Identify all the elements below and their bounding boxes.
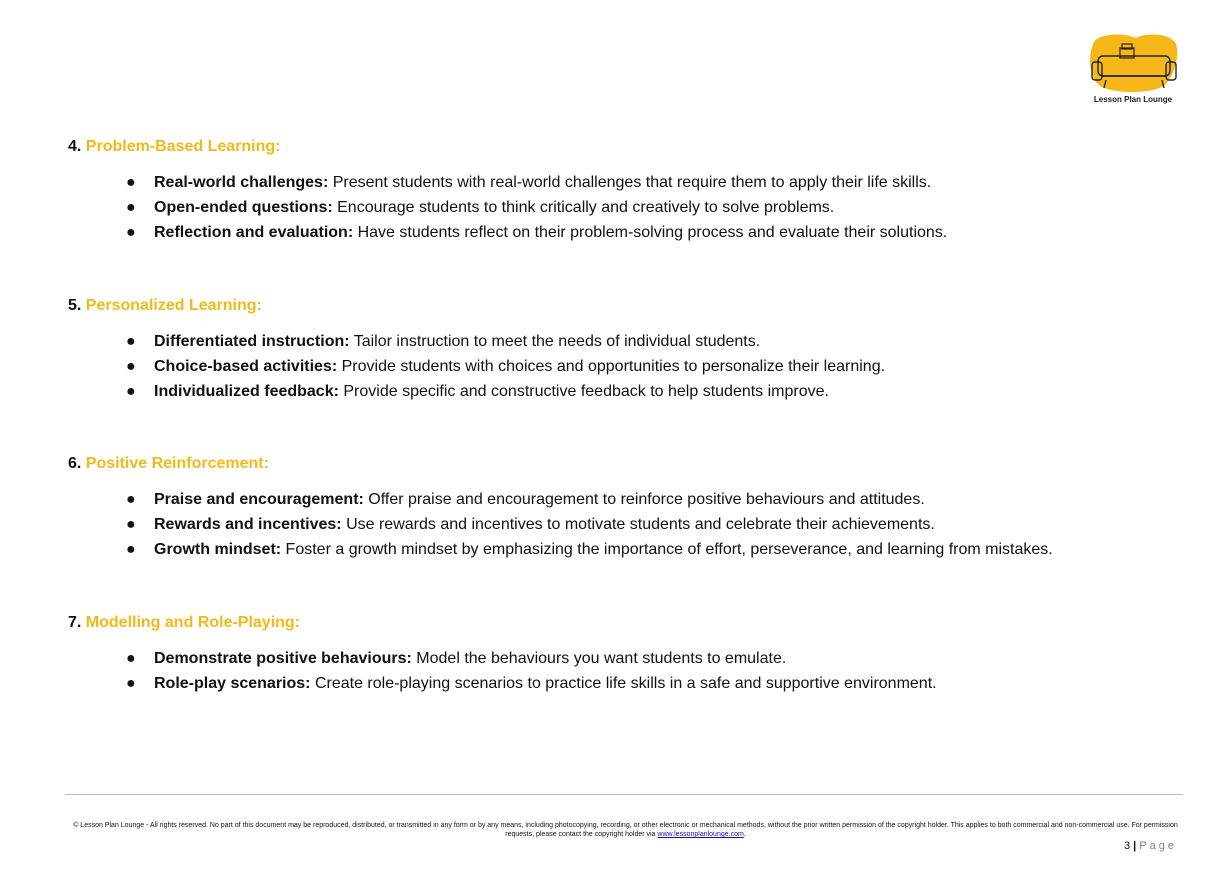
list-item: [68, 513, 1198, 538]
list-item: [68, 647, 1198, 672]
bullet-list: [68, 647, 1198, 697]
item-text: Encourage students to think critically and creatively to solve problems.: [332, 198, 835, 216]
bullet-icon: ●: [126, 357, 136, 375]
item-term: Choice-based activities:: [154, 357, 338, 375]
section-modelling-role-playing: [68, 613, 1198, 697]
bullet-icon: ●: [126, 650, 136, 667]
page-separator: |: [1133, 840, 1137, 852]
item-term: Rewards and incentives:: [154, 515, 342, 533]
website-link[interactable]: www.lessonplanlounge.com: [657, 831, 744, 838]
item-text: Foster a growth mindset by emphasizing the importance of effort, perseverance, and learning from mistakes.: [281, 540, 1053, 558]
section-number: 7.: [68, 614, 82, 631]
item-text: Present students with real-world challenges that require them to apply their life skills.: [328, 174, 932, 191]
section-number: 4.: [68, 138, 82, 155]
list-item: [68, 330, 1198, 355]
section-title: Problem-Based Learning:: [85, 138, 281, 155]
list-item: [68, 538, 1198, 563]
item-text: Have students reflect on their problem-solving process and evaluate their solutions.: [353, 223, 948, 241]
item-term: Open-ended questions:: [154, 198, 333, 216]
copyright-suffix: .: [743, 831, 746, 838]
item-text: Provide specific and constructive feedback to help students improve.: [338, 382, 829, 400]
item-term: Reflection and evaluation:: [154, 223, 354, 241]
list-item: [68, 380, 1198, 405]
section-personalized-learning: [68, 296, 1198, 404]
bullet-icon: ●: [126, 382, 136, 400]
bullet-icon: ●: [126, 540, 136, 558]
section-title: Positive Reinforcement:: [85, 455, 269, 472]
bullet-list: [68, 171, 1198, 245]
item-text: Tailor instruction to meet the needs of individual students.: [349, 333, 761, 350]
bullet-icon: ●: [126, 333, 136, 350]
page-word: Page: [1139, 840, 1177, 852]
bullet-list: [68, 330, 1198, 404]
list-item: [68, 488, 1198, 513]
section-number: 5.: [68, 297, 82, 314]
footer-divider: [65, 794, 1183, 795]
item-term: Growth mindset:: [154, 540, 282, 558]
list-item: [68, 171, 1198, 196]
section-heading: [68, 613, 1198, 633]
page-number-value: 3: [1123, 840, 1131, 852]
item-term: Demonstrate positive behaviours:: [154, 650, 412, 667]
item-text: Use rewards and incentives to motivate students and celebrate their achievements.: [341, 515, 935, 533]
bullet-list: [68, 488, 1198, 562]
list-item: [68, 672, 1198, 697]
section-heading: [68, 137, 1198, 157]
page-number: [1124, 840, 1177, 852]
item-text: Model the behaviours you want students to emulate.: [411, 650, 787, 667]
footer-copyright: [68, 821, 1183, 839]
item-term: Real-world challenges:: [154, 174, 329, 191]
bullet-icon: ●: [126, 223, 136, 241]
section-number: 6.: [68, 455, 82, 472]
list-item: [68, 196, 1198, 221]
item-text: Offer praise and encouragement to reinforce positive behaviours and attitudes.: [363, 491, 925, 508]
bullet-icon: ●: [126, 674, 136, 692]
bullet-icon: ●: [126, 491, 136, 508]
list-item: [68, 355, 1198, 380]
section-title: Personalized Learning:: [85, 297, 262, 314]
logo-label: Lesson Plan Lounge: [1093, 95, 1173, 104]
item-term: Role-play scenarios:: [154, 674, 311, 692]
item-term: Differentiated instruction:: [154, 333, 350, 350]
bullet-icon: ●: [126, 174, 136, 191]
copyright-text: © Lesson Plan Lounge - All rights reserved. No part of this document may be reproduced, distributed, or transmitted in any form or by any means, including photocopying, recording, or other electronic or mechanical methods, without the prior written permission of the copyright holder. This applies to both commercial and non-commercial use. For permission requests, please contact the copyright holder via: [73, 822, 1178, 838]
item-text: Provide students with choices and opportunities to personalize their learning.: [337, 357, 886, 375]
item-term: Individualized feedback:: [154, 382, 339, 400]
list-item: [68, 221, 1198, 246]
item-text: Create role-playing scenarios to practice life skills in a safe and supportive environment.: [310, 674, 937, 692]
section-title: Modelling and Role-Playing:: [85, 614, 301, 631]
sofa-logo-icon: [1084, 32, 1182, 94]
section-heading: [68, 296, 1198, 316]
item-term: Praise and encouragement:: [154, 491, 364, 508]
section-heading: [68, 454, 1198, 474]
section-problem-based-learning: [68, 137, 1198, 245]
bullet-icon: ●: [126, 198, 136, 216]
section-positive-reinforcement: [68, 454, 1198, 562]
bullet-icon: ●: [126, 515, 136, 533]
logo: [1084, 32, 1182, 108]
